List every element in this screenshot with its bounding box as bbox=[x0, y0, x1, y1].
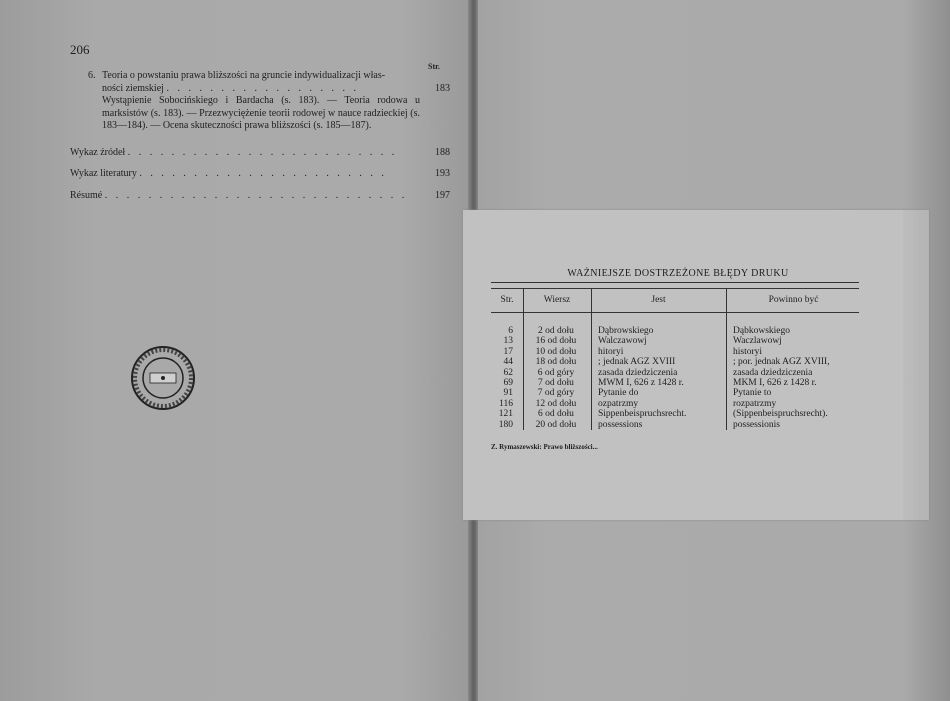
toc-item-page: 197 bbox=[435, 189, 450, 201]
table-row: 180 20 od dołu possessions possessionis bbox=[498, 419, 780, 430]
chapter-title-line2: ności ziemskiej . . . . . . . . . . . . . . . . . . bbox=[102, 82, 359, 94]
toc-item-page: 188 bbox=[435, 146, 450, 158]
toc-item-resume: Résumé . . . . . . . . . . . . . . . . . . . . . . . . . . . . 197 bbox=[70, 189, 450, 201]
errata-title: WAŻNIEJSZE DOSTRZEŻONE BŁĘDY DRUKU bbox=[567, 268, 789, 279]
errata-top-rule bbox=[491, 282, 859, 283]
chapter-page: 183 bbox=[435, 83, 450, 94]
table-row: 44 18 od dołu ; jednak AGZ XVIII ; por. jednak AGZ XVIII, bbox=[503, 357, 830, 368]
table-row: 91 7 od góry Pytanie do Pytanie to bbox=[503, 388, 772, 399]
errata-header-rule-top bbox=[491, 288, 859, 289]
table-row: 62 6 od góry zasada dziedziczenia zasada dziedziczenia bbox=[503, 367, 813, 378]
errata-rows bbox=[491, 326, 871, 430]
left-page bbox=[0, 0, 470, 701]
chapter-title-line1: Teoria o powstaniu prawa bliższości na gruncie indywidualizacji włas- bbox=[102, 70, 386, 81]
table-of-contents bbox=[70, 70, 450, 202]
chapter-number: 6. bbox=[88, 70, 96, 81]
errata-header-rule-bottom bbox=[491, 312, 859, 313]
toc-item-label: Résumé bbox=[70, 189, 103, 201]
toc-item-literature: Wykaz literatury . . . . . . . . . . . . . . . . . . . . . . . 193 bbox=[70, 168, 450, 179]
table-row: 6 2 od dołu Dąbrowskiego Dąbkowskiego bbox=[508, 326, 790, 336]
library-stamp bbox=[130, 345, 196, 411]
table-row: 69 7 od dołu MWM I, 626 z 1428 r. MKM I, 626 z 1428 r. bbox=[503, 377, 817, 388]
table-row: 17 10 od dołu hitoryi historyi bbox=[503, 346, 763, 357]
errata-slip bbox=[463, 210, 929, 520]
toc-item-label: Wykaz źródeł bbox=[70, 146, 126, 158]
table-row: 121 6 od dołu Sippenbeispruchsrecht. (Sippenbeispruchsrecht). bbox=[498, 409, 828, 420]
toc-item-sources: Wykaz źródeł . . . . . . . . . . . . . . . . . . . . . . . . . 188 bbox=[70, 146, 450, 158]
toc-chapter-6 bbox=[70, 70, 450, 95]
errata-footnote: Z. Rymaszewski: Prawo bliższości... bbox=[491, 443, 598, 451]
header-powinno: Powinno być bbox=[768, 295, 819, 305]
page-number: 206 bbox=[70, 42, 90, 57]
header-wiersz: Wiersz bbox=[543, 295, 571, 305]
chapter-description: Wystąpienie Sobocińskiego i Bardacha (s. 183). — Teoria rodowa u marksistów (s. 183). — Przezwyciężenie teorii rodowej w nauce radzieckiej (s. 183—184). — Ocena skuteczności prawa bliższości (s. 185—187). bbox=[102, 95, 420, 131]
header-jest: Jest bbox=[651, 295, 666, 305]
header-str: Str. bbox=[500, 295, 514, 305]
str-column-header: Str. bbox=[428, 62, 440, 71]
toc-item-label: Wykaz literatury bbox=[70, 168, 137, 179]
toc-item-page: 193 bbox=[435, 168, 450, 179]
table-row: 13 16 od dołu Walczawowj Waczlawowj bbox=[503, 336, 782, 347]
table-row: 116 12 od dołu ozpatrzmy rozpatrzmy bbox=[499, 398, 777, 409]
